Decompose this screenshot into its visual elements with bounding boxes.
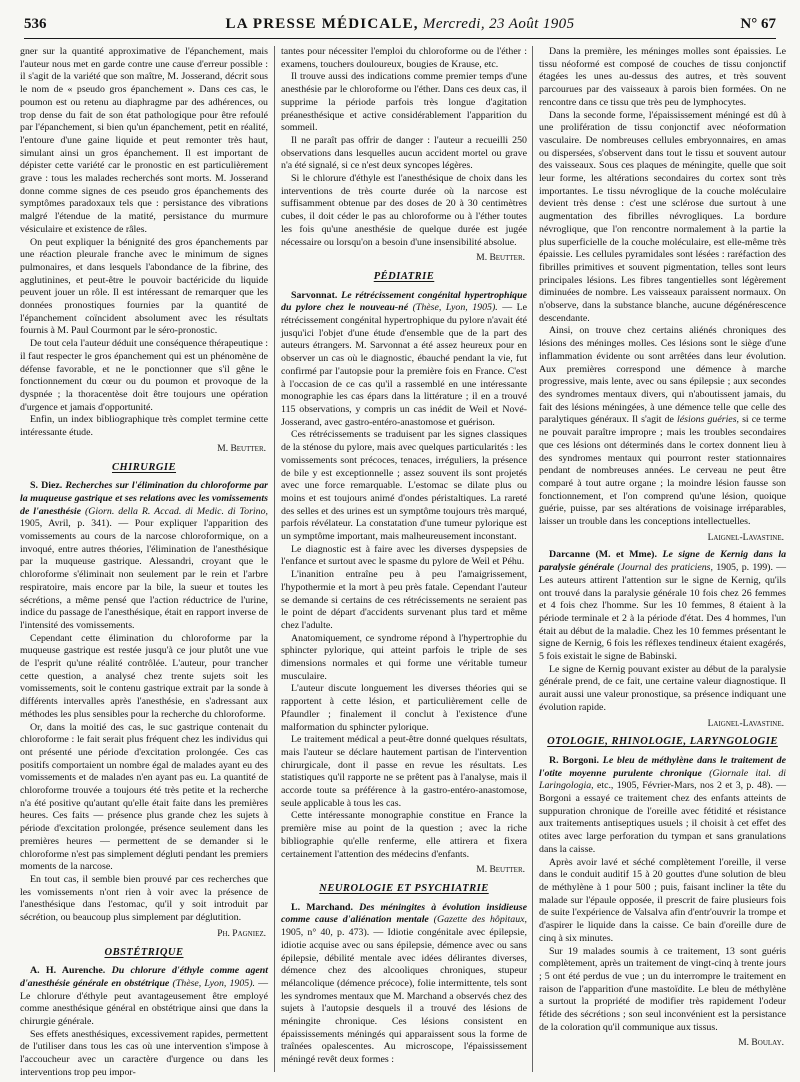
paragraph: Si le chlorure d'éthyle est l'anesthésique de choix dans les interventions de très courte durée où la narcose est suffisamment obtenue par des doses de 20 à 30 centimètres cubes, il doit céder le pas au chloroforme ou à l'éther toutes les fois qu'une anesthésie de quelque durée est jugée nécessaire ou lorsqu'on a besoin d'une insensibilité absolue.: [281, 173, 527, 248]
issue-number: N° 67: [740, 16, 776, 32]
article-marchand: [281, 902, 527, 1067]
article-author: R. Borgoni.: [549, 754, 599, 766]
article-aurenche: [20, 965, 268, 1029]
article-diez: [20, 480, 268, 632]
section-heading-chirurgie: CHIRURGIE: [111, 461, 177, 473]
article-borgoni: [539, 755, 786, 857]
article-source: (Journal des praticiens,: [617, 562, 713, 574]
paragraph: Ces rétrécissements se traduisent par les signes classiques de la sténose du pylore, mais avec quelques particularités : les vomissements sont précoces, tenaces, irréguliers, la présence de bile y est exceptionnelle ; assez souvent ils sont projetés avec une force remarquable. L'estomac se dilate plus ou moins et est toujours animé d'ondes péristaltiques. La rareté des selles et des urines est un symptôme toujours très marqué, parfois révélateur. La constatation d'une tumeur pylorique est un symptôme important, mais malheureusement inconstant.: [281, 429, 527, 543]
emphasis-text: lésions guéries,: [676, 414, 740, 426]
column-left: [20, 46, 269, 1078]
article-title: Le signe de Kernig dans la paralysie générale: [539, 549, 787, 574]
article-body: 1905, p. 199). — Les auteurs attirent l'attention sur le signe de Kernig, qu'ils ont trouvé dans la paralysie générale 10 fois chez 26 femmes et 4 fois chez l'homme. Sur les 10 femmes, 8 étaient à la période terminale et 2 à la période d'état. Des 4 hommes, l'un était au début de la maladie. Chez les 10 femmes présentant le signe de Kernig, 6 fois les réflexes tendineux étaient exagérés, 5 fois existait le signe de Babinski.: [539, 562, 787, 663]
paragraph: Cependant cette élimination du chloroforme par la muqueuse gastrique est restée jusqu'à ce jour plutôt une vue de l'esprit qu'une réalité contrôlée. L'auteur, pour trancher cette question, a analysé chez trente sujets soit les vomissements, soit le contenu gastrique extrait par la sonde à différents intervalles après l'anesthésie, en s'adressant aux méthodes les plus sensibles pour la recherche du chloroforme.: [20, 632, 268, 720]
column-rule: [274, 46, 275, 1072]
article-author: L. Marchand.: [291, 901, 353, 913]
article-author: S. Diez.: [30, 480, 63, 492]
paragraph: Anatomiquement, ce syndrome répond à l'hypertrophie du sphincter pylorique, qui atteint parfois le triple de ses dimensions normales et qui forme une véritable tumeur musculaire.: [281, 632, 527, 682]
paragraph: Après avoir lavé et séché complètement l'oreille, il verse dans le conduit auditif 15 à 20 gouttes d'une solution de bleu de méthylène à 1 pour 500 ; puis, faisant incliner la tête du malade sur l'épaule opposée, il prescrit de faire plusieurs fois de suite l'expérience de Valsalva afin d'entr'ouvrir la trompe et d'aspirer le liquide dans la caisse. Ce bain d'oreille dure de cinq à six minutes.: [539, 856, 786, 944]
paragraph: En tout cas, il semble bien prouvé par ces recherches que les vomissements n'ont rien à voir avec la présence de l'anesthésique dans l'estomac, qu'il y soit introduit par sécrétion, ou beaucoup plus simplement par déglutition.: [20, 874, 268, 924]
author-signature: Laignel-Lavastine.: [707, 718, 784, 729]
section-heading-otologie: OTOLOGIE, RHINOLOGIE, LARYNGOLOGIE: [547, 736, 778, 748]
paragraph: Dans la première, les méninges molles sont épaissies. Le tissu néoformé est composé de couches de tissu conjonctif étagées les unes au-dessus des autres, et très souvent parcourues par des vaisseaux à parois bien formées. On ne rencontre dans ce tissu que très peu de lymphocytes.: [539, 46, 786, 108]
article-source: (Thèse, Lyon, 1905).: [412, 302, 498, 314]
paragraph: Ses effets anesthésiques, excessivement rapides, permettent de l'utiliser dans tous les cas où une intervention s'impose à l'accoucheur avec un caractère d'urgence ou dans les interventions trop peu impor-: [20, 1028, 268, 1078]
page-header: [24, 14, 776, 39]
paragraph-text: si ce terme ne pouvait paraître impropre ; mais les troubles secondaires que ces lésions ont déterminés dans le cortex donnent lieu à des syndromes mentaux qui pourront rester stationnaires pendant de nombreuses années. Le cerveau ne peut être comparé à tout autre organe ; la moindre lésion fausse son fonctionnement, et l'on comprend qu'une lésion, quoique guérie, puisse, par ses altérations de voisinage irréparables, laisser un trouble dans les conceptions intellectuelles.: [539, 414, 787, 528]
paragraph: Dans la seconde forme, l'épaississement méningé est dû à une prolifération de tissu conjonctif avec néoformation vasculaire. De nombreuses cellules embryonnaires, en amas ou dispersées, s'observent dans tout le tissu et souvent autour des vaisseaux. Sous ces plaques de méningite, quelle que soit leur forme, les altérations secondaires du cortex sont très importantes. Le tissu névroglique de la couche moléculaire devient très dense : c'est une sclérose due surtout à une augmentation des fibrilles névrogliques. La bordure névroglique, que l'on rencontre normalement à la partie la plus superficielle de la couche moléculaire, est elle-même très épaissie. Les cellules pyramidales sont lésées : raréfaction des fibrilles primitives et souvent pigmentation, telles sont leurs principales lésions. Les fibres tangentielles sont légèrement diminuées de nombre. Les vaisseaux paraissent normaux. On n'observe, dans la substance blanche, aucune dégénérescence descendante.: [539, 109, 786, 324]
article-title: Le bleu de méthylène dans le traitement de l'otite moyenne purulente chronique: [539, 754, 787, 779]
article-title: Le rétrécissement congénital hypertrophique du pylore chez le nouveau-né: [281, 289, 527, 314]
paragraph: L'inanition entraîne peu à peu l'amaigrissement, l'hypothermie et la mort à peu près fatale. Cependant l'auteur se demande si certains de ces rétrécissements ne seraient pas le point de départ d'accidents survenant plus tard et même chez l'adulte.: [281, 569, 527, 631]
article-body: 1905, Avril, p. 341). — Pour expliquer l'apparition des vomissements au cours de la narcose chloroformique, on a invoqué, entre autres théories, l'élimination de l'anesthésique par la muqueuse gastrique. Alessandri, croyant que le chloroforme s'éliminait non seulement par le rein et l'arbre respiratoire, mais encore par la bile, la sueur et toutes les sécrétions, a même pensé que l'action réductrice de l'urine, indice du passage de l'anesthésique, était en rapport inverse de l'intensité des vomissements.: [20, 518, 268, 631]
page-number: 536: [24, 16, 47, 32]
paragraph: On peut expliquer la bénignité des gros épanchements par une réaction pleurale franche avec le minimum de signes pulmonaires, et dans lesquels l'abondance de la fibrine, des agglutinines, et peut-être le pouvoir bactéricide du liquide peuvent jouer un rôle. Il est intéressant de remarquer que les données pronostiques fournies par la quantité de l'épanchement coïncident absolument avec les résultats fournis à M. Paul Courmont par le séro-pronostic.: [20, 236, 268, 337]
article-source: (Giornale ital. di Laringologia,: [539, 767, 787, 792]
article-source: (Thèse, Lyon, 1905).: [172, 977, 255, 989]
paragraph: Il trouve aussi des indications comme premier temps d'une anesthésie par le chloroforme ou l'éther. Dans ces deux cas, il supprime la période parfois très longue d'agitation préanesthésique et active considérablement l'apparition du sommeil.: [281, 71, 527, 134]
column-middle: [281, 46, 527, 1072]
paragraph: Le diagnostic est à faire avec les diverses dyspepsies de l'enfance et surtout avec le spasme du pylore de Weil et Péhu.: [281, 543, 527, 568]
paragraph: Sur 19 malades soumis à ce traitement, 13 sont guéris complètement, après un traitement de vingt-cinq à trente jours ; 5 ont été perdus de vue ; un du interrompre le traitement en raison de l'apparition d'une mastoïdite. Le bleu de méthylène a surtout la propriété de modifier très rapidement l'odeur fétide des sécrétions ; son seul inconvénient est la persistance de la coloration qu'il communique aux tissus.: [539, 945, 786, 1033]
paragraph: Enfin, un index bibliographique très complet termine cette intéressante étude.: [20, 414, 268, 439]
article-title: Du chlorure d'éthyle comme agent d'anesthésie générale en obstétrique: [20, 965, 269, 989]
paragraph: tantes pour nécessiter l'emploi du chloroforme ou de l'éther : examens, touchers douloureux, bougies de Krause, etc.: [281, 46, 527, 70]
section-heading-obstetrique: OBSTÉTRIQUE: [104, 946, 184, 958]
article-sarvonnat: [281, 290, 527, 430]
column-right: [539, 46, 786, 1072]
author-signature: M. Beutter.: [217, 443, 266, 454]
author-signature: Ph. Pagniez.: [217, 928, 266, 939]
paragraph: L'auteur discute longuement les diverses théories qui se rapportent à cette lésion, et particulièrement celle de Pfaundler ; finalement il conclut à l'existence d'une malformation du sphincter pylorique.: [281, 683, 527, 733]
article-darcanne: [539, 549, 786, 663]
article-author: Sarvonnat.: [291, 289, 338, 301]
article-author: Darcanne (M. et Mme).: [549, 549, 657, 561]
author-signature: M. Boulay.: [738, 1038, 784, 1049]
article-body: — Le chlorure d'éthyle peut avantageusement être employé comme anesthésique général en obstétrique ainsi que dans la chirurgie générale.: [20, 977, 269, 1028]
article-body: — Le rétrécissement congénital hypertrophique du pylore n'avait été jusqu'ici l'objet d'une étude d'ensemble que de la part des auteurs étrangers. M. Sarvonnat a été assez heureux pour en observer un cas où le diagnostic, ébauché pendant la vie, fut confirmé par l'autopsie pour la première fois en France. C'est à l'occasion de ce cas qu'il a rassemblé en une intéressante monographie les cas épars dans la littérature ; il en a trouvé 115 observations, y compris un cas inédit de Weil et Nové-Josserand, avec gastro-entéro-anastomose et guérison.: [281, 302, 528, 428]
paragraph-text: Ainsi, on trouve chez certains aliénés chroniques des lésions des méninges molles. Ces lésions sont le siège d'une inflammation évidente ou sont arrêtées dans leur évolution. Aux premières correspond une démence à marche progressive, mais lente, avec ou sans épilepsie ; aux secondes des syndromes mentaux divers, qui n'aboutissent jamais, du fait des lésions méningées, à une démence telle que celle des paralytiques généraux. Il s'agit de: [539, 325, 786, 426]
paragraph: Or, dans la moitié des cas, le suc gastrique contenait du chloroforme : le fait serait plus fréquent chez les individus qui ont présenté une période d'excitation prolongée. Ces cas positifs comportaient un nombre égal de malades ayant eu des vomissements et de malades n'en ayant pas eu. La quantité de chloroforme trouvée a toujours été très petite et la recherche n'a été positive qu'autant qu'elle était faite dans les premières heures. Ces faits — présence plus grande chez les sujets à période d'excitation prolongée, présence seulement dans les premières heures — permettent de se demander si le chloroforme n'est pas simplement dégluti pendant les premiers moments de la narcose.: [20, 721, 268, 873]
paragraph: gner sur la quantité approximative de l'épanchement, mais l'auteur nous met en garde contre une cause d'erreur possible : il s'agit de la variété que son maître, M. Josserand, décrit sous le nom de « pseudo gros épanchement ». Dans ces cas, le poumon est ou retenu au diaphragme par des adhérences, ou trop dense du fait de son état pathologique pour être refoulé par l'épanchement, si bien qu'un épanchement, petit en réalité, l'entoure d'une gaine liquide et peut remonter très haut, simulant ainsi un gros épanchement. Il est important de dépister cette variété car le pronostic en est particulièrement grave : tous les malades recherchés sont morts. M. Josserand donne comme signes de ces pseudo gros épanchements des symptômes paradoxaux tels que : persistance des vibrations malgré l'étendue de la matité, persistance du murmure vésiculaire et existence de râles.: [20, 46, 268, 235]
section-heading-pediatrie: PÉDIATRIE: [373, 270, 435, 282]
paragraph: [539, 325, 786, 528]
article-source: (Gazette des hôpitaux,: [433, 914, 527, 926]
article-title: Des méningites à évolution insidieuse comme cause d'aliénation mentale: [281, 901, 527, 926]
section-heading-neurologie: NEUROLOGIE ET PSYCHIATRIE: [319, 883, 489, 894]
author-signature: M. Beutter.: [476, 865, 525, 876]
author-signature: Laignel-Lavastine.: [707, 532, 784, 543]
paragraph: Cette intéressante monographie constitue en France la première mise au point de la question ; avec la riche bibliographie qu'elle renferme, elle attirera et fixera certainement l'attention des médecins d'enfants.: [281, 810, 527, 860]
author-signature: M. Beutter.: [476, 253, 525, 264]
issue-date: Mercredi, 23 Août 1905: [422, 16, 575, 32]
article-body: etc., 1905, Février-Mars, nos 2 et 3, p. 48). — Borgoni a essayé ce traitement chez des enfants atteints de suppuration chronique de l'oreille avec fétidité et résistance aux traitements antiseptiques usuels ; il choisit à cet effet des otites avec large perforation du tympan et sans granulations dans la caisse.: [539, 780, 787, 855]
article-source: (Giorn. della R. Accad. di Medic. di Torino,: [84, 505, 269, 517]
paragraph: De tout cela l'auteur déduit une conséquence thérapeutique : il faut respecter le gros épanchement qui est un phénomène de défense favorable, et ne le ponctionner que s'il gêne le fonctionnement du cœur ou du poumon et provoque de la dyspnée ; la thoracentèse doit être toujours une opération d'urgence et jamais d'opportunité.: [20, 338, 268, 413]
journal-title: LA PRESSE MÉDICALE,: [225, 16, 419, 32]
paragraph: Le signe de Kernig pouvant exister au début de la paralysie générale prend, de ce fait, une certaine valeur diagnostique. Il aurait aussi une valeur pronostique, sa présence indiquant une évolution rapide.: [539, 663, 786, 713]
column-rule: [532, 46, 533, 1072]
article-body: 1905, n° 40, p. 473). — Idiotie congénitale avec épilepsie, idiotie acquise avec ou sans épilepsie, démence avec ou sans épilepsie, débilité mentale avec idées délirantes diverses, démence chez des alcooliques chroniques, stupeur mélancolique (démence précoce), folie intermittente, tels sont les syndromes mentaux que M. Marchand a observés chez des sujets à l'autopsie desquels il a trouvé des lésions de méningite chronique. Ces lésions consistent en épaississements méningés qui apparaissent sous la forme de traînées opalescentes. Au microscope, l'épaississement méningé revêt deux formes :: [281, 927, 527, 1066]
paragraph: Le traitement médical a peut-être donné quelques résultats, mais l'auteur se déclare hautement partisan de l'intervention chirurgicale, dont il passe en revue les résultats. Les statistiques qu'il rapporte ne se prêtent pas à l'analyse, mais il accorde toute sa préférence à la gastro-entéro-anastomose, seule applicable à tous les cas.: [281, 734, 527, 809]
masthead: [24, 16, 776, 33]
article-author: A. H. Aurenche.: [30, 965, 106, 977]
article-title: Recherches sur l'élimination du chloroforme par la muqueuse gastrique et ses relations avec les vomissements de l'anesthésie: [20, 480, 268, 517]
paragraph: Il ne paraît pas offrir de danger : l'auteur a recueilli 250 observations dans lesquelles aucun accident mortel ou grave n'a été signalé, si ce n'est deux syncopes légères.: [281, 134, 527, 172]
